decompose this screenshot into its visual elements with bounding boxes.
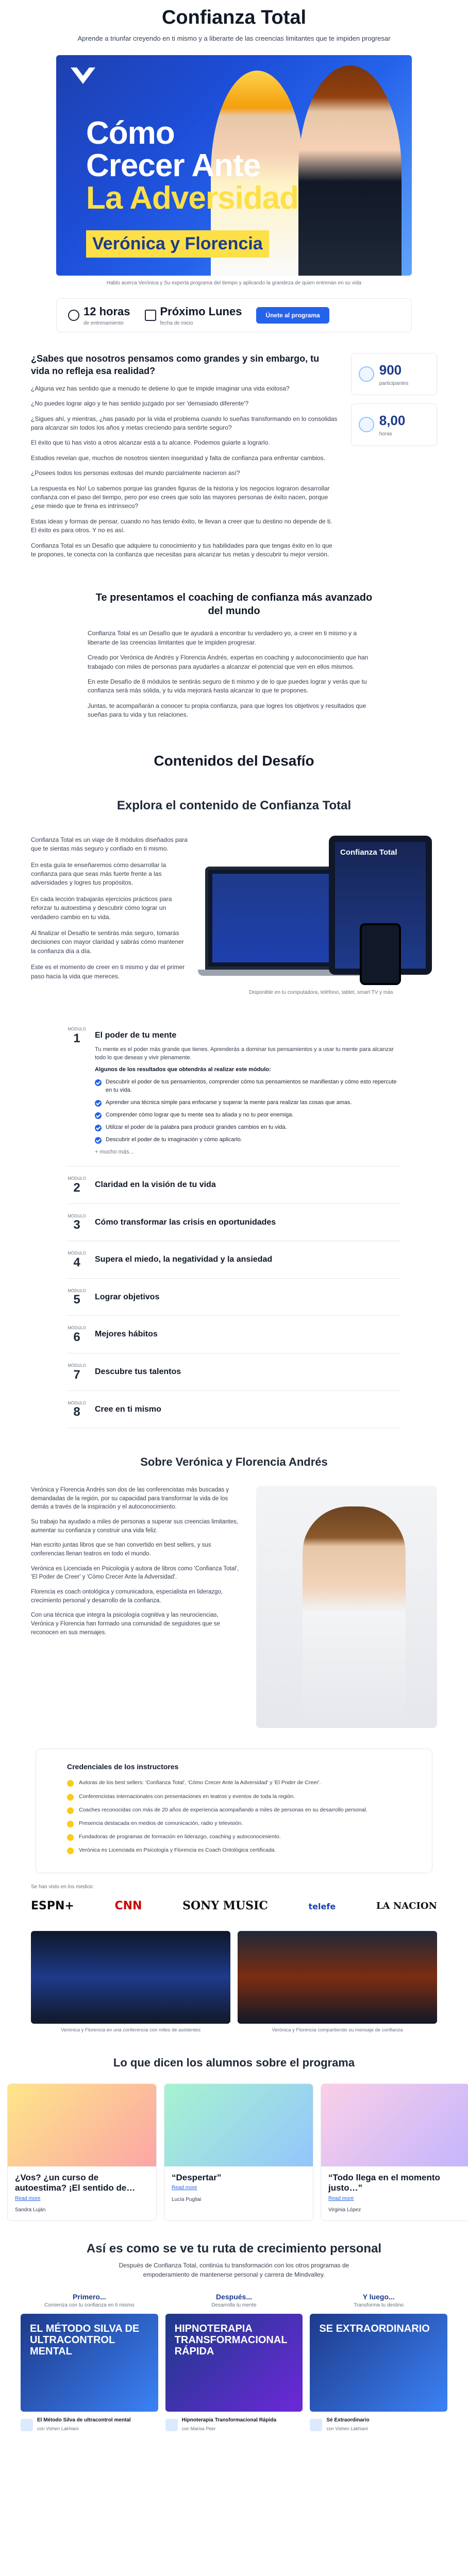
- hero-caption: Hablo acerca Verónica y Su experta programa del tiempo y aplicando la grandeza de quien entrenan en su vida: [106, 280, 362, 286]
- hero-headline: Cómo Crecer Ante La Adversidad: [86, 115, 298, 216]
- journey-step[interactable]: Después... Desarrolla tu mente HIPNOTERAPIA TRANSFORMACIONAL RÁPIDA Hipnoterapia Transformacional Rápida con Marisa Peer: [165, 2292, 303, 2433]
- journey-step[interactable]: Primero... Comienza con tu confianza en ti mismo EL MÉTODO SILVA DE ULTRACONTROL MENTAL El Método Silva de ultracontrol mental con Vishen Lakhiani: [21, 2292, 158, 2433]
- program-stats-bar: [56, 298, 412, 332]
- check-icon: [95, 1125, 102, 1131]
- page-header: [0, 0, 468, 44]
- check-icon: [95, 1137, 102, 1144]
- device-mockup: [205, 836, 437, 985]
- modules-list: [0, 996, 468, 1428]
- module-item[interactable]: MÓDULO 3 Cómo transformar las crisis en oportunidades: [67, 1204, 401, 1242]
- clock-icon: [359, 417, 374, 432]
- read-more-link[interactable]: Read more: [328, 2195, 354, 2201]
- contents-title: Contenidos del Desafío: [154, 752, 314, 769]
- read-more-link[interactable]: Read more: [15, 2195, 41, 2201]
- espn-logo: ESPN+: [31, 1900, 74, 1913]
- la-nacion-logo: LA NACION: [376, 1901, 437, 1912]
- hours-card: 8,00 horas: [351, 403, 437, 446]
- stats-sidebar: [351, 353, 437, 565]
- testimonial-card[interactable]: “Despertar” Read more Lucía Pugliai: [164, 2083, 313, 2221]
- list-item: Autoras de los best sellers: 'Confianza Total', 'Cómo Crecer Ante la Adversidad' y 'El Poder de Creer'.: [67, 1779, 401, 1787]
- read-more-link[interactable]: Read more: [172, 2185, 197, 2191]
- testimonial-photo: [321, 2084, 468, 2166]
- credentials-box: [36, 1749, 432, 1873]
- page-subtitle: Aprende a triunfar creyendo en ti mismo y a liberarte de las creencias limitantes que te impiden progresar: [77, 34, 391, 42]
- module-item[interactable]: MÓDULO 8 Cree en ti mismo: [67, 1391, 401, 1429]
- testimonials-carousel[interactable]: [0, 2071, 468, 2221]
- calendar-icon: [145, 310, 156, 321]
- coaching-section: Te presentamos el coaching de confianza más avanzado del mundo Confianza Total es un Desafío que te ayudará a encontrar tu verdadero yo, a creer en ti mismo y a liberarte de las creencias limitantes que te impiden progresar. Creado por Verónica de Andrés y Florencia Andrés, expertas en coaching y autoconocimiento que han trabajado con miles de personas para ayudarles a alcanzar el potencial que ven en ellos mismos. En este Desafío de 8 módulos te sentirás seguro de ti mismo y de lo que puedes lograr y verás que tu confianza será más sólida, y tu vida mejorará hasta alcanzar lo que te propones. Juntas, te acompañarán a conocer tu propia confianza, para que logres los objetivos y resultados que sueñas para tu vida y tus relaciones.: [0, 565, 468, 719]
- join-program-button[interactable]: Únete al programa: [256, 307, 329, 324]
- check-icon: [95, 1079, 102, 1086]
- list-item: Utilizar el poder de la palabra para producir grandes cambios en tu vida.: [95, 1124, 401, 1132]
- list-item: Descubrir el poder de tu imaginación y cómo aplicarlo.: [95, 1136, 401, 1144]
- cnn-logo: CNN: [114, 1900, 142, 1913]
- phone-device: [360, 923, 401, 985]
- star-icon: [67, 1780, 74, 1787]
- module-item[interactable]: MÓDULO 6 Mejores hábitos: [67, 1316, 401, 1353]
- list-item: Aprender una técnica simple para enfocarse y superar la mente para realizar las cosas que amas.: [95, 1099, 401, 1107]
- about-text: Verónica y Florencia Andrés son dos de las conferencistas más buscadas y demandadas de la región, por su capacidad para transformar la vida de los demás a través de la inspiración y el autoconocimiento. Su trabajo ha ayudado a miles de personas a superar sus creencias limitantes, aumentar su confianza y construir una vida feliz. Han escrito juntas libros que se han convertido en best sellers, y sus conferencias llenan teatros en todo el mundo. Verónica es Licenciada en Psicología y autora de libros como 'Confianza Total', 'El Poder de Creer' y 'Cómo Crecer Ante la Adversidad'. Florencia es coach ontológica y comunicadora, especialista en liderazgo, crecimiento personal y desarrollo de la confianza. Con una técnica que integra la psicología cognitiva y las neurociencias, Verónica y Florencia han formado una comunidad de seguidores que se reconocen en sus mensajes.: [31, 1487, 239, 1636]
- star-icon: [67, 1821, 74, 1827]
- tablet-device: Confianza Total: [329, 836, 432, 975]
- start-date-stat: Próximo Lunes fecha de inicio: [145, 303, 242, 327]
- program-thumb-icon: [21, 2419, 33, 2431]
- list-item: Fundadoras de programas de formación en liderazgo, coaching y autoconocimiento.: [67, 1833, 401, 1841]
- list-item: Conferencistas internacionales con presentaciones en teatros y eventos de toda la región.: [67, 1793, 401, 1801]
- check-icon: [95, 1100, 102, 1107]
- star-icon: [67, 1834, 74, 1841]
- program-thumb-icon: [165, 2419, 178, 2431]
- journey-subtitle: Después de Confianza Total, continúa tu transformación con los otros programas de empoderamiento de mantenerse personal y carrera de Mindvalley.: [119, 2262, 349, 2278]
- hero-names: Verónica y Florencia: [86, 230, 269, 258]
- hero-video[interactable]: [56, 55, 412, 276]
- stage-photo: [31, 1931, 230, 2024]
- check-icon: [95, 1112, 102, 1119]
- module-item[interactable]: MÓDULO 4 Supera el miedo, la negatividad y la ansiedad: [67, 1241, 401, 1279]
- instructor-photo: [256, 1486, 437, 1728]
- list-item: Descubrir el poder de tus pensamientos, comprender cómo tus pensamientos se manifiestan y cómo esto repercute en tu vida.: [95, 1078, 401, 1095]
- contents-text: Confianza Total es un viaje de 8 módulos diseñados para que te sientas más seguro y confiado en ti mismo. En esta guía te enseñaremos cómo desarrollar la confianza para que seas más fuerte frente a las adversidades y logres tus propósitos. En cada lección trabajarás ejercicios prácticos para reforzar tu autoestima y descubrir cómo lograr un verdadero cambio en tu vida. Al finalizar el Desafío te sentirás más seguro, tomarás decisiones con mayor claridad y sabrás cómo mantener la confianza día a día. Este es el momento de creer en ti mismo y dar el primer paso hacia la vida que mereces.: [31, 836, 188, 980]
- press-section: Se han visto en los medios: ESPN+ CNN SONY MUSIC telefe LA NACION: [0, 1873, 468, 1918]
- list-item: Verónica es Licenciada en Psicología y Florencia es Coach Ontológica certificada.: [67, 1846, 401, 1854]
- module-item[interactable]: MÓDULO 5 Lograr objetivos: [67, 1279, 401, 1316]
- module-item[interactable]: MÓDULO 2 Claridad en la visión de tu vida: [67, 1166, 401, 1204]
- people-icon: [359, 366, 374, 382]
- testimonial-photo: [8, 2084, 156, 2166]
- telefe-logo: telefe: [308, 1901, 336, 1911]
- brand-logo-icon: [70, 65, 96, 86]
- hours-stat: 12 horas de entrenamiento: [68, 303, 130, 327]
- intro-heading: ¿Sabes que nosotros pensamos como grandes y sin embargo, tu vida no refleja esa realidad?: [31, 353, 320, 376]
- testimonial-card[interactable]: “Todo llega en el momento justo…” Read more Virginia López: [321, 2083, 468, 2221]
- list-item: Coaches reconocidas con más de 20 años de experiencia acompañando a miles de personas en su desarrollo personal.: [67, 1806, 401, 1814]
- testimonial-card[interactable]: ¿Vos? ¿un curso de autoestima? ¡El sentido de… Read more Sandra Luján: [7, 2083, 157, 2221]
- more-link[interactable]: + mucho más...: [95, 1149, 134, 1156]
- module-item[interactable]: MÓDULO 1 El poder de tu mente Tu mente es el poder más grande que tienes. Aprenderás a dominar tus pensamientos y a usar tu mente para alcanzar todo lo que deseas y vivir plenamente. Algunos de los resultados que obtendrás al realizar este módulo: Descubrir el poder de tus pensamientos, comprender cómo tus pensamientos se manifiestan y cómo esto repercute en tu vida. Aprender una técnica simple para enfocarse y superar la mente para realizar las cosas que amas. Comprender cómo lograr que tu mente sea tu aliada y no tu peor enemiga. Utilizar el poder de la palabra para producir grandes cambios en tu vida. Descubrir el poder de tu imaginación y cómo aplicarlo. + mucho más...: [67, 1017, 401, 1166]
- testimonial-photo: [164, 2084, 313, 2166]
- journey-step[interactable]: Y luego... Transforma tu destino SE EXTRAORDINARIO Sé Extraordinario con Vishen Lakhiani: [310, 2292, 447, 2433]
- explore-heading: Explora el contenido de Confianza Total: [116, 799, 352, 813]
- module-item[interactable]: MÓDULO 7 Descubre tus talentos: [67, 1353, 401, 1391]
- program-thumb-icon: [310, 2419, 322, 2431]
- testimonials-title: Lo que dicen los alumnos sobre el programa: [113, 2056, 355, 2069]
- list-item: Presencia destacada en medios de comunicación, radio y televisión.: [67, 1820, 401, 1827]
- about-title: Sobre Verónica y Florencia Andrés: [140, 1455, 328, 1469]
- list-item: Comprender cómo lograr que tu mente sea tu aliada y no tu peor enemiga.: [95, 1111, 401, 1120]
- star-icon: [67, 1807, 74, 1814]
- clock-icon: [68, 310, 79, 321]
- stage-photo: [238, 1931, 437, 2024]
- participants-card: 900 participantes: [351, 353, 437, 395]
- credentials-heading: Credenciales de los instructores: [67, 1762, 179, 1771]
- florencia-photo: [298, 65, 402, 276]
- device-caption: Disponible en tu computadora, teléfono, tablet, smart TV y más: [249, 989, 393, 995]
- page-title: Confianza Total: [161, 7, 307, 28]
- sony-music-logo: SONY MUSIC: [182, 1899, 268, 1913]
- star-icon: [67, 1848, 74, 1854]
- intro-text: ¿Sabes que nosotros pensamos como grandes y sin embargo, tu vida no refleja esa realidad? ¿Alguna vez has sentido que a menudo te detiene lo que te impide imaginar una vida exitosa? ¿No puedes lograr algo y te has sentido juzgado por ser 'demasiado diferente'? ¿Sigues ahí, y mientras, ¿has pasado por la vida el problema cuando lo sueñas transformando en lo consolidas para alcanzar sin todos los años y metas creciendo para sentirte seguro? El éxito que tú has visto a otros alcanzar está a tu alcance. Podemos guiarte a lograrlo. Estudios revelan que, muchos de nosotros sienten inseguridad y falta de confianza para enfrentar cambios. ¿Posees todos los personas exitosas del mundo parcialmente nacieron así? La respuesta es No! Lo sabemos porque las grandes figuras de la historia y los negocios lograron desarrollar confianza con el paso del tiempo, pero por eso crees que solo las mayores personas de éxito nacen, porque ¿ese miedo que te frena es intrínseco? Estas ideas y formas de pensar, cuando no has tenido éxito, te llevan a creer que tu destino no depende de ti. El éxito es para otros. Y no es así. Confianza Total es un Desafío que adquiere tu conocimiento y tus habilidades para que tengas éxito en lo que te propones, te conecta con la confianza que necesitas para alcanzar tus metas y descubrir tu mejor versión.: [31, 353, 338, 558]
- star-icon: [67, 1794, 74, 1801]
- journey-title: Así es como se ve tu ruta de crecimiento personal: [86, 2241, 382, 2256]
- coaching-heading: Te presentamos el coaching de confianza más avanzado del mundo: [95, 592, 373, 617]
